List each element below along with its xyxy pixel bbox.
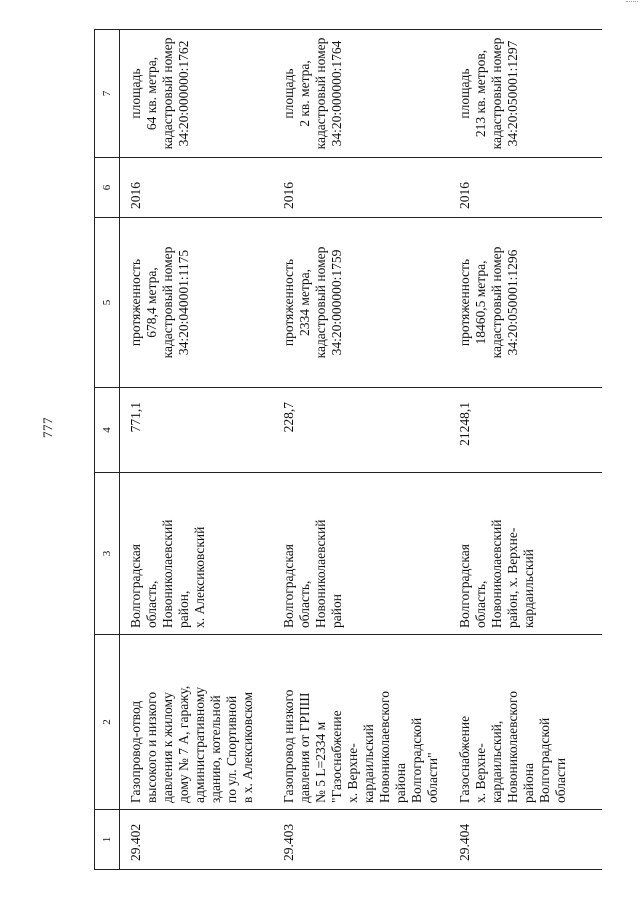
text-line: кардаильский, (489, 720, 504, 803)
header-row (95, 30, 120, 870)
text-line: 34:20:050001:1296 (505, 249, 520, 356)
text-line: Новониколаевский (160, 519, 175, 628)
object-area (120, 30, 274, 158)
text-line: протяженность (457, 258, 472, 347)
text-line: кадастровый номер (160, 37, 175, 150)
text-line: "Газоснабжение (329, 710, 344, 803)
text-line: 34:20:050001:1297 (505, 40, 520, 147)
page-number: 777 (40, 417, 55, 438)
text-line: кардаильский (521, 549, 536, 628)
col-header-3: 3 (95, 473, 120, 635)
text-line: протяженность (128, 258, 143, 347)
text-line: кардаильский (361, 724, 376, 803)
object-year: 2016 (273, 158, 449, 218)
row-number: 29.404 (449, 810, 602, 870)
text-line: Новониколаевского (505, 690, 520, 803)
edge-mark (626, 1, 638, 6)
text-line: Новониколаевский (313, 519, 328, 628)
text-line: Газоснабжение (457, 715, 472, 803)
text-line: Волгоградская (128, 544, 143, 628)
text-line: зданию, котельной (208, 695, 223, 803)
row-number: 29.403 (273, 810, 449, 870)
text-line: кадастровый номер (489, 246, 504, 359)
text-line: площадь (128, 68, 143, 119)
text-line: 64 кв. метра, (144, 56, 159, 131)
object-area (449, 30, 602, 158)
text-line: кадастровый номер (489, 37, 504, 150)
object-area (273, 30, 449, 158)
text-line: область, (297, 580, 312, 628)
text-line: район (329, 594, 344, 628)
object-extent (120, 218, 274, 388)
text-line: области" (425, 752, 440, 803)
text-line: х. Верхне- (345, 743, 360, 803)
text-line: кадастровый номер (313, 37, 328, 150)
text-line: протяженность (281, 258, 296, 347)
registry-table-wrapper (94, 30, 568, 870)
registry-table (94, 29, 602, 870)
text-line: по ул. Спортивной (224, 695, 239, 803)
text-line: давления к жилому (160, 692, 175, 803)
text-line: Новониколаевский (489, 519, 504, 628)
col-header-6: 6 (95, 158, 120, 218)
text-line: Волгоградская (281, 544, 296, 628)
text-line: 213 кв. метров, (473, 49, 488, 138)
object-name (120, 635, 274, 810)
text-line: 678,4 метра, (144, 267, 159, 338)
text-line: район, (176, 590, 191, 628)
object-value: 228,7 (273, 388, 449, 473)
text-line: Волгоградская (457, 544, 472, 628)
text-line: района (521, 763, 536, 803)
object-value: 21248,1 (449, 388, 602, 473)
col-header-2: 2 (95, 635, 120, 810)
text-line: 34:20:000000:1759 (329, 249, 344, 356)
text-line: 34:20:040001:1175 (176, 249, 191, 356)
text-line: высокого и низкого (144, 691, 159, 803)
text-line: № 5 L=2334 м (313, 721, 328, 803)
text-line: в х. Алексиковском (240, 692, 255, 803)
object-name (273, 635, 449, 810)
text-line: 2334 метра, (297, 268, 312, 337)
col-header-5: 5 (95, 218, 120, 388)
text-line: Газопровод низкого (281, 689, 296, 803)
text-line: давления от ГРПШ (297, 692, 312, 803)
object-year: 2016 (449, 158, 602, 218)
text-line: х. Алексиковский (192, 526, 207, 628)
col-header-1: 1 (95, 810, 120, 870)
text-line: площадь (281, 68, 296, 119)
row-number: 29.402 (120, 810, 274, 870)
table-row (273, 30, 449, 870)
table-row (449, 30, 602, 870)
text-line: кадастровый номер (313, 246, 328, 359)
col-header-7: 7 (95, 30, 120, 158)
object-year: 2016 (120, 158, 274, 218)
text-line: район, х. Верхне- (505, 527, 520, 628)
table-row (120, 30, 274, 870)
text-line: Волгоградской (537, 717, 552, 803)
text-line: 34:20:000000:1764 (329, 40, 344, 147)
text-line: 18460,5 метра, (473, 260, 488, 345)
object-extent (273, 218, 449, 388)
text-line: административному (192, 686, 207, 803)
text-line: района (393, 763, 408, 803)
col-header-4: 4 (95, 388, 120, 473)
text-line: 34:20:000000:1762 (176, 40, 191, 147)
object-address (273, 473, 449, 635)
text-line: области (553, 757, 568, 803)
object-name (449, 635, 602, 810)
text-line: х. Верхне- (473, 743, 488, 803)
object-extent (449, 218, 602, 388)
object-address (120, 473, 274, 635)
text-line: область, (473, 580, 488, 628)
text-line: площадь (457, 68, 472, 119)
object-value: 771,1 (120, 388, 274, 473)
text-line: Новониколаевского (377, 690, 392, 803)
text-line: Газопровод-отвод (128, 700, 143, 803)
text-line: 2 кв. метра, (297, 60, 312, 127)
text-line: Волгоградской (409, 717, 424, 803)
object-address (449, 473, 602, 635)
text-line: дому № 7 А, гаражу, (176, 685, 191, 803)
text-line: область, (144, 580, 159, 628)
text-line: кадастровый номер (160, 246, 175, 359)
